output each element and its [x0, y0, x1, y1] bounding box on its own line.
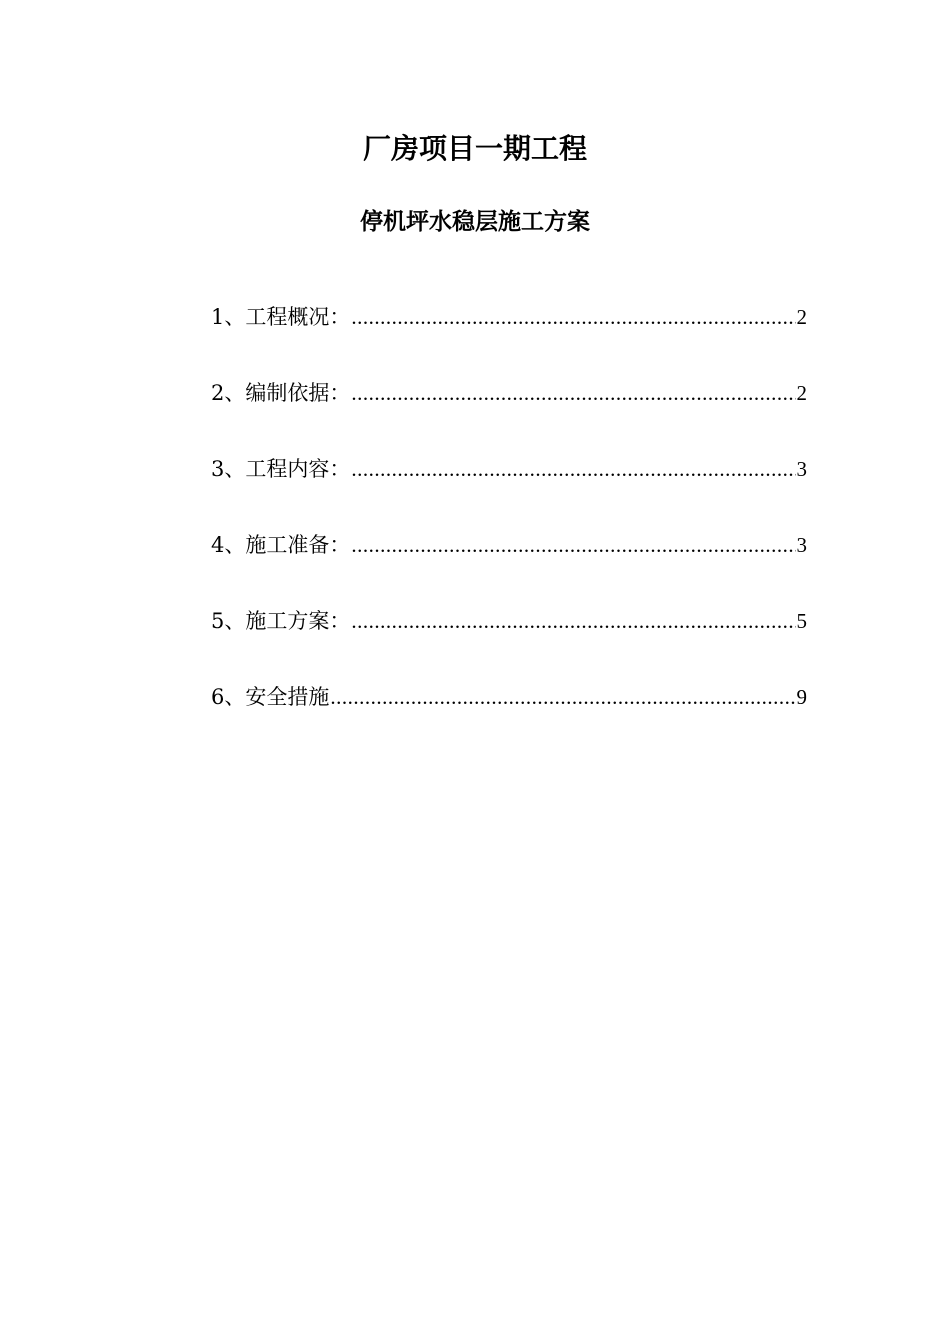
- toc-entry-label: 1、工程概况：: [211, 305, 351, 329]
- toc-entry-2[interactable]: [211, 376, 807, 452]
- toc-dot-leader: [351, 300, 795, 334]
- toc-dot-leader: [351, 528, 795, 562]
- toc-dot-leader: [351, 376, 795, 410]
- toc-entry-label: 3、工程内容：: [211, 457, 351, 481]
- toc-page-number: 2: [796, 305, 807, 329]
- toc-page-number: 9: [796, 685, 807, 709]
- toc-page-number: 3: [796, 457, 807, 481]
- toc-page-number: 5: [796, 609, 807, 633]
- toc-page-number: 3: [796, 533, 807, 557]
- toc-entry-label: 6、安全措施: [211, 685, 330, 709]
- toc-dot-leader: [351, 604, 795, 638]
- toc-page-number: 2: [796, 381, 807, 405]
- table-of-contents: [211, 300, 807, 756]
- toc-entry-1[interactable]: [211, 300, 807, 376]
- document-title: 厂房项目一期工程: [362, 132, 587, 165]
- toc-entry-label: 2、编制依据：: [211, 381, 351, 405]
- toc-dot-leader: [330, 680, 795, 714]
- document-subtitle: 停机坪水稳层施工方案: [360, 208, 590, 235]
- toc-entry-label: 5、施工方案：: [211, 609, 351, 633]
- toc-entry-4[interactable]: [211, 528, 807, 604]
- toc-entry-label: 4、施工准备：: [211, 533, 351, 557]
- toc-dot-leader: [351, 452, 795, 486]
- toc-entry-5[interactable]: [211, 604, 807, 680]
- toc-entry-3[interactable]: [211, 452, 807, 528]
- toc-entry-6[interactable]: [211, 680, 807, 756]
